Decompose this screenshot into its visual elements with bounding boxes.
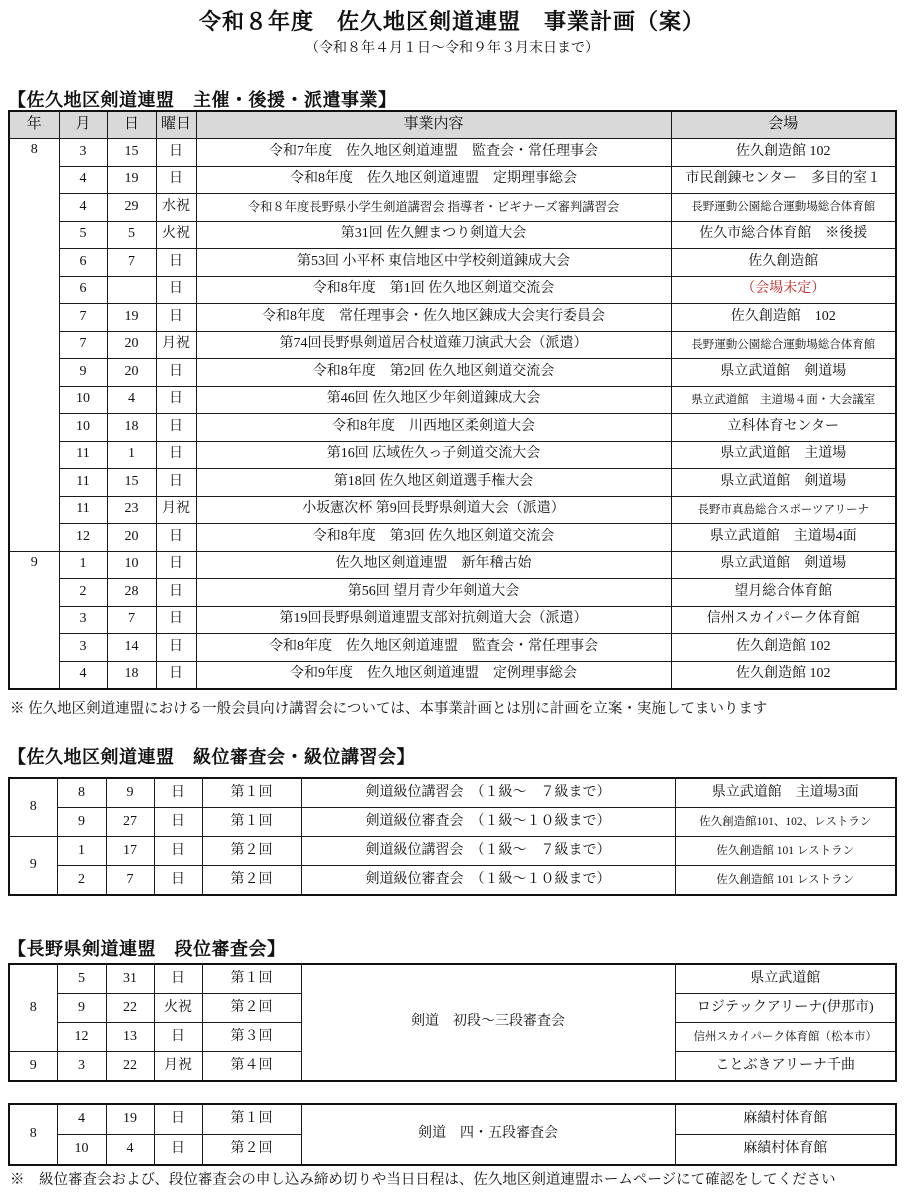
table-row	[9, 386, 896, 414]
round-cell: 第３回	[202, 1023, 301, 1052]
year-cell: 8	[9, 964, 57, 1052]
day-cell: 20	[107, 331, 156, 359]
venue-cell: 信州スカイパーク体育館	[671, 606, 896, 634]
month-cell: 6	[59, 249, 107, 277]
event-cell: 第31回 佐久鯉まつり剣道大会	[196, 221, 671, 249]
dow-cell: 日	[154, 964, 202, 994]
event-cell: 第53回 小平杯 東信地区中学校剣道錬成大会	[196, 249, 671, 277]
dow-cell: 日	[156, 579, 196, 607]
dow-cell: 日	[156, 469, 196, 497]
round-cell: 第１回	[202, 1104, 301, 1135]
bottom-note: ※ 級位審査会および、段位審査会の申し込み締め切りや当日日程は、佐久地区剣道連盟ホームページにて確認をしてください	[10, 1172, 836, 1188]
month-cell: 10	[57, 1135, 106, 1166]
column-header-month: 月	[59, 111, 107, 139]
venue-cell: 立科体育センター	[671, 414, 896, 442]
venue-cell: 信州スカイパーク体育館（松本市）	[675, 1023, 896, 1052]
table-row	[9, 139, 896, 167]
round-cell: 第２回	[202, 837, 301, 866]
day-cell: 22	[106, 994, 154, 1023]
day-cell: 4	[107, 386, 156, 414]
dow-cell: 日	[154, 778, 202, 808]
event-cell: 剣道 四・五段審査会	[301, 1104, 675, 1165]
column-header-venue: 会場	[671, 111, 896, 139]
year-cell: 9	[9, 551, 59, 689]
round-cell: 第１回	[202, 808, 301, 837]
month-cell: 1	[57, 837, 106, 866]
day-cell: 19	[106, 1104, 154, 1135]
dow-cell: 日	[154, 1023, 202, 1052]
venue-cell: 長野運動公園総合運動場総合体育館	[671, 194, 896, 222]
dow-cell: 日	[156, 551, 196, 579]
venue-cell: 麻績村体育館	[675, 1104, 896, 1135]
event-cell: 令和8年度 第1回 佐久地区剣道交流会	[196, 276, 671, 304]
venue-cell: 麻績村体育館	[675, 1135, 896, 1166]
venue-cell: 佐久創造館 101 レストラン	[675, 837, 896, 866]
round-cell: 第２回	[202, 994, 301, 1023]
month-cell: 10	[59, 414, 107, 442]
event-cell: 令和８年度長野県小学生剣道講習会 指導者・ビギナーズ審判講習会	[196, 194, 671, 222]
event-cell: 令和8年度 佐久地区剣道連盟 定期理事総会	[196, 166, 671, 194]
month-cell: 11	[59, 469, 107, 497]
venue-cell: 佐久市総合体育館 ※後援	[671, 221, 896, 249]
event-cell: 令和8年度 第2回 佐久地区剣道交流会	[196, 359, 671, 387]
day-cell: 17	[106, 837, 154, 866]
day-cell: 15	[107, 139, 156, 167]
dow-cell: 日	[154, 1104, 202, 1135]
day-cell: 7	[107, 249, 156, 277]
column-header-event: 事業内容	[196, 111, 671, 139]
dow-cell: 日	[156, 249, 196, 277]
day-cell: 29	[107, 194, 156, 222]
event-cell: 令和9年度 佐久地区剣道連盟 定例理事総会	[196, 661, 671, 689]
dow-cell: 日	[156, 414, 196, 442]
table-row	[9, 441, 896, 469]
event-cell: 令和8年度 第3回 佐久地区剣道交流会	[196, 524, 671, 552]
page-subtitle: （令和８年４月１日～令和９年３月末日まで）	[305, 41, 599, 56]
year-cell: 8	[9, 1104, 57, 1165]
day-cell: 4	[106, 1135, 154, 1166]
event-cell: 小坂憲次杯 第9回長野県剣道大会（派遣）	[196, 496, 671, 524]
day-cell: 19	[107, 166, 156, 194]
table-row	[9, 276, 896, 304]
round-cell: 第２回	[202, 866, 301, 896]
month-cell: 8	[57, 778, 106, 808]
section-heading-main-events: 【佐久地区剣道連盟 主催・後援・派遣事業】	[8, 90, 397, 110]
month-cell: 11	[59, 496, 107, 524]
day-cell: 28	[107, 579, 156, 607]
dow-cell: 日	[154, 866, 202, 896]
day-cell: 14	[107, 634, 156, 662]
month-cell: 7	[59, 331, 107, 359]
dow-cell: 火祝	[156, 221, 196, 249]
column-header-day: 日	[107, 111, 156, 139]
table-row	[9, 837, 896, 866]
event-cell: 第56回 望月青少年剣道大会	[196, 579, 671, 607]
table-row	[9, 778, 896, 808]
venue-cell: 市民創錬センター 多目的室１	[671, 166, 896, 194]
table-row	[9, 496, 896, 524]
table-row	[9, 194, 896, 222]
month-cell: 3	[57, 1052, 106, 1082]
event-cell: 第16回 広域佐久っ子剣道交流大会	[196, 441, 671, 469]
round-cell: 第１回	[202, 964, 301, 994]
month-cell: 4	[59, 194, 107, 222]
venue-cell: 県立武道館 剣道場	[671, 359, 896, 387]
table-row	[9, 469, 896, 497]
event-cell: 剣道級位講習会 （１級～ ７級まで）	[301, 778, 675, 808]
day-cell: 13	[106, 1023, 154, 1052]
table-row	[9, 808, 896, 837]
event-cell: 令和8年度 川西地区柔剣道大会	[196, 414, 671, 442]
venue-cell: 佐久創造館 102	[671, 661, 896, 689]
dow-cell: 日	[154, 837, 202, 866]
month-cell: 5	[57, 964, 106, 994]
kyui-exam-table	[8, 777, 897, 896]
year-cell: 9	[9, 1052, 57, 1082]
round-cell: 第１回	[202, 778, 301, 808]
day-cell: 5	[107, 221, 156, 249]
year-cell: 8	[9, 139, 59, 552]
table-row	[9, 579, 896, 607]
day-cell: 22	[106, 1052, 154, 1082]
day-cell	[107, 276, 156, 304]
column-header-dow: 曜日	[156, 111, 196, 139]
venue-cell: 県立武道館 剣道場	[671, 551, 896, 579]
table-row	[9, 249, 896, 277]
dow-cell: 日	[156, 276, 196, 304]
day-cell: 18	[107, 414, 156, 442]
month-cell: 6	[59, 276, 107, 304]
month-cell: 7	[59, 304, 107, 332]
dow-cell: 日	[156, 441, 196, 469]
day-cell: 20	[107, 524, 156, 552]
table-row	[9, 634, 896, 662]
event-cell: 令和7年度 佐久地区剣道連盟 監査会・常任理事会	[196, 139, 671, 167]
dow-cell: 日	[156, 166, 196, 194]
venue-cell: 長野運動公園総合運動場総合体育館	[671, 331, 896, 359]
column-header-year: 年	[9, 111, 59, 139]
table-row	[9, 524, 896, 552]
table-row	[9, 551, 896, 579]
venue-cell: 佐久創造館 102	[671, 304, 896, 332]
dow-cell: 日	[156, 524, 196, 552]
venue-cell: （会場未定）	[671, 276, 896, 304]
dow-cell: 日	[156, 304, 196, 332]
month-cell: 12	[57, 1023, 106, 1052]
venue-cell: 県立武道館 主道場3面	[675, 778, 896, 808]
month-cell: 4	[59, 661, 107, 689]
month-cell: 10	[59, 386, 107, 414]
event-cell: 剣道級位審査会 （１級～１０級まで）	[301, 808, 675, 837]
day-cell: 1	[107, 441, 156, 469]
table-header-row	[9, 111, 896, 139]
month-cell: 2	[57, 866, 106, 896]
event-cell: 佐久地区剣道連盟 新年稽古始	[196, 551, 671, 579]
dow-cell: 日	[156, 139, 196, 167]
table-row	[9, 606, 896, 634]
dow-cell: 水祝	[156, 194, 196, 222]
day-cell: 9	[106, 778, 154, 808]
day-cell: 7	[106, 866, 154, 896]
table-row	[9, 964, 896, 994]
month-cell: 2	[59, 579, 107, 607]
dow-cell: 日	[156, 359, 196, 387]
event-cell: 令和8年度 佐久地区剣道連盟 監査会・常任理事会	[196, 634, 671, 662]
dow-cell: 月祝	[154, 1052, 202, 1082]
dow-cell: 日	[156, 634, 196, 662]
event-cell: 令和8年度 常任理事会・佐久地区錬成大会実行委員会	[196, 304, 671, 332]
event-cell: 第18回 佐久地区剣道選手権大会	[196, 469, 671, 497]
main-events-table	[8, 110, 897, 690]
venue-cell: 県立武道館 主道場4面	[671, 524, 896, 552]
event-cell: 剣道級位講習会 （１級～ ７級まで）	[301, 837, 675, 866]
dow-cell: 日	[156, 661, 196, 689]
page-title: 令和８年度 佐久地区剣道連盟 事業計画（案）	[198, 9, 705, 34]
venue-cell: ことぶきアリーナ千曲	[675, 1052, 896, 1082]
table-row	[9, 166, 896, 194]
venue-cell: 佐久創造館	[671, 249, 896, 277]
day-cell: 31	[106, 964, 154, 994]
round-cell: 第２回	[202, 1135, 301, 1166]
table-row	[9, 414, 896, 442]
venue-cell: 県立武道館 主道場	[671, 441, 896, 469]
month-cell: 4	[59, 166, 107, 194]
event-cell: 第46回 佐久地区少年剣道錬成大会	[196, 386, 671, 414]
table-row	[9, 866, 896, 896]
month-cell: 9	[59, 359, 107, 387]
day-cell: 15	[107, 469, 156, 497]
dow-cell: 日	[154, 1135, 202, 1166]
event-cell: 剣道 初段～三段審査会	[301, 964, 675, 1081]
month-cell: 3	[59, 139, 107, 167]
day-cell: 20	[107, 359, 156, 387]
day-cell: 7	[107, 606, 156, 634]
dow-cell: 月祝	[156, 496, 196, 524]
event-cell: 第19回長野県剣道連盟支部対抗剣道大会（派遣）	[196, 606, 671, 634]
shodan-exam-table	[8, 963, 897, 1082]
event-cell: 第74回長野県剣道居合杖道薙刀演武大会（派遣）	[196, 331, 671, 359]
venue-cell: 県立武道館 主道場４面・大会議室	[671, 386, 896, 414]
venue-cell: 佐久創造館101、102、レストラン	[675, 808, 896, 837]
month-cell: 1	[59, 551, 107, 579]
main-table-note: ※ 佐久地区剣道連盟における一般会員向け講習会については、本事業計画とは別に計画を立案・実施してまいります	[10, 701, 768, 717]
month-cell: 11	[59, 441, 107, 469]
venue-cell: 望月総合体育館	[671, 579, 896, 607]
venue-cell: 佐久創造館 102	[671, 139, 896, 167]
event-cell: 剣道級位審査会 （１級～１０級まで）	[301, 866, 675, 896]
venue-cell: 佐久創造館 101 レストラン	[675, 866, 896, 896]
round-cell: 第４回	[202, 1052, 301, 1082]
dow-cell: 月祝	[156, 331, 196, 359]
section-heading-dan: 【長野県剣道連盟 段位審査会】	[8, 939, 286, 959]
month-cell: 3	[59, 606, 107, 634]
venue-cell: 県立武道館	[675, 964, 896, 994]
dow-cell: 日	[154, 808, 202, 837]
dow-cell: 火祝	[154, 994, 202, 1023]
table-row	[9, 1104, 896, 1135]
year-cell: 8	[9, 778, 57, 837]
table-row	[9, 661, 896, 689]
month-cell: 3	[59, 634, 107, 662]
day-cell: 19	[107, 304, 156, 332]
month-cell: 9	[57, 808, 106, 837]
dow-cell: 日	[156, 386, 196, 414]
day-cell: 27	[106, 808, 154, 837]
table-row	[9, 331, 896, 359]
venue-cell: 県立武道館 剣道場	[671, 469, 896, 497]
venue-cell: 長野市真島総合スポーツアリーナ	[671, 496, 896, 524]
day-cell: 23	[107, 496, 156, 524]
venue-cell: 佐久創造館 102	[671, 634, 896, 662]
table-row	[9, 359, 896, 387]
venue-cell: ロジテックアリーナ(伊那市)	[675, 994, 896, 1023]
dow-cell: 日	[156, 606, 196, 634]
yondan-exam-table	[8, 1103, 897, 1166]
month-cell: 9	[57, 994, 106, 1023]
table-row	[9, 221, 896, 249]
section-heading-kyui: 【佐久地区剣道連盟 級位審査会・級位講習会】	[8, 747, 415, 767]
month-cell: 5	[59, 221, 107, 249]
table-row	[9, 304, 896, 332]
day-cell: 10	[107, 551, 156, 579]
day-cell: 18	[107, 661, 156, 689]
month-cell: 12	[59, 524, 107, 552]
year-cell: 9	[9, 837, 57, 896]
month-cell: 4	[57, 1104, 106, 1135]
